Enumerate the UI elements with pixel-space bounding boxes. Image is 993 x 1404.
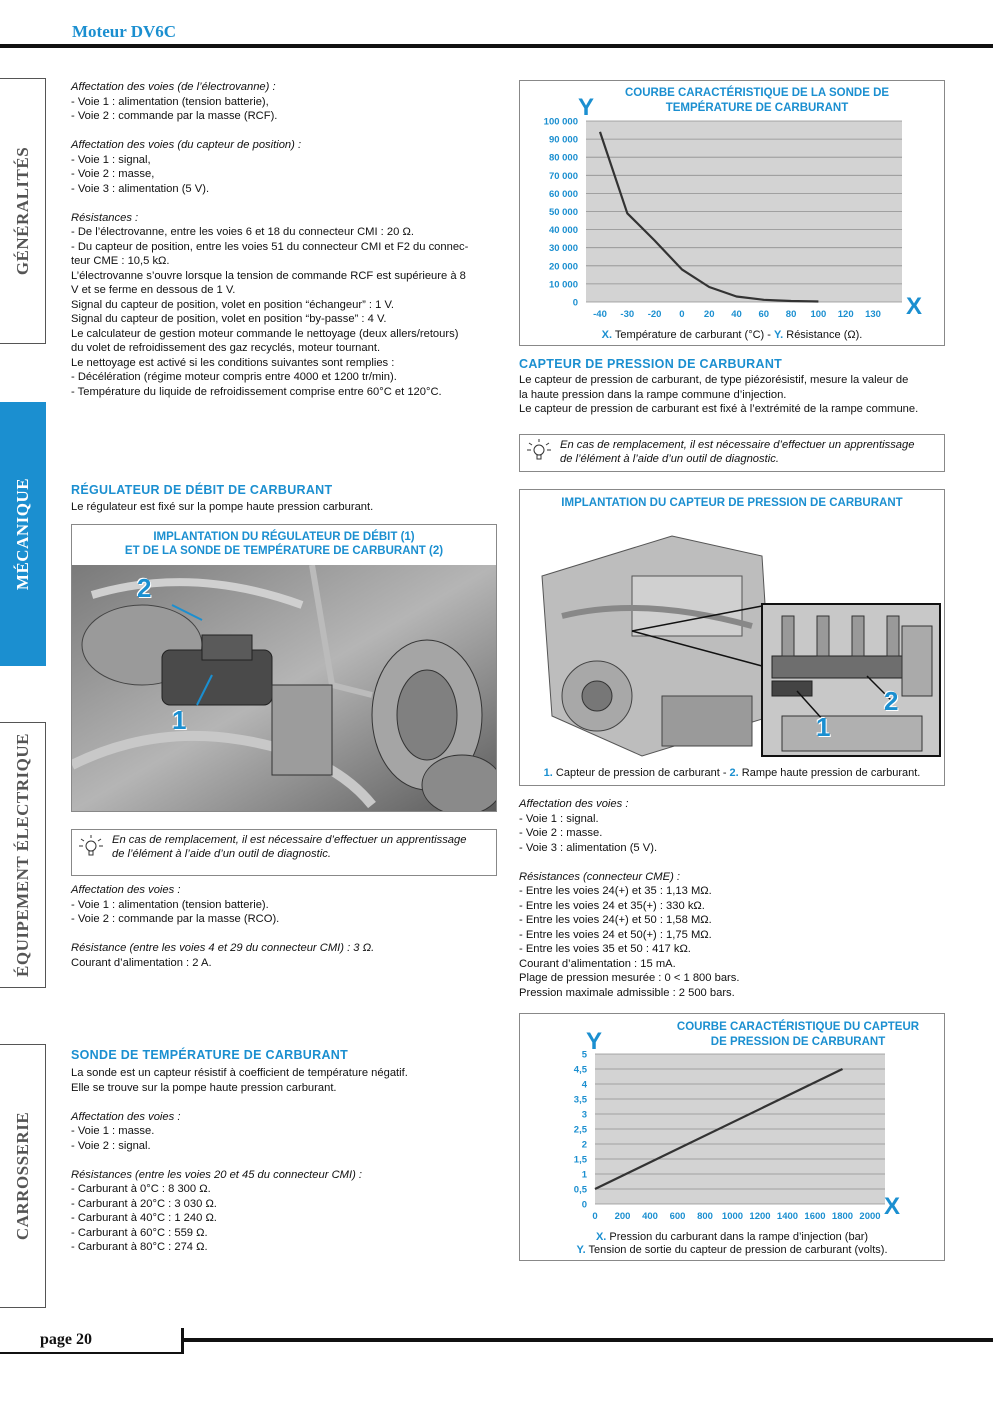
- y-axis-label: Y: [578, 94, 595, 121]
- y-tick-label: 70 000: [548, 170, 578, 182]
- text-line: Courant d’alimentation : 15 mA.: [519, 957, 676, 970]
- x-tick-label: 120: [837, 309, 854, 320]
- text-line: Résistance (entre les voies 4 et 29 du connecteur CMI) : 3 Ω.: [71, 942, 375, 954]
- engine-photo-regulateur: [72, 565, 496, 811]
- caption-key: X.: [601, 329, 613, 341]
- x-tick-label: 1600: [804, 1211, 826, 1222]
- page-number-box: [0, 1328, 184, 1354]
- y-tick-label: 80 000: [548, 152, 578, 164]
- y-tick-label: 40 000: [548, 225, 578, 237]
- side-tab-label: GÉNÉRALITÉS: [12, 146, 32, 276]
- x-axis-label: X: [884, 1193, 901, 1220]
- x-tick-label: 200: [614, 1211, 631, 1222]
- caption-text: Pression du carburant dans la rampe d’injection (bar): [606, 1231, 869, 1243]
- section-title-regulateur: RÉGULATEUR DE DÉBIT DE CARBURANT: [71, 483, 333, 497]
- caption-key: 2.: [729, 767, 739, 779]
- text-line: Le calculateur de gestion moteur commande le nettoyage (deux allers/retours): [71, 327, 459, 340]
- text-line: - Voie 3 : alimentation (5 V).: [519, 841, 658, 854]
- regulateur-body: [71, 883, 501, 970]
- x-tick-label: -20: [647, 309, 662, 320]
- text-line: Le nettoyage est activé si les conditions suivantes sont remplies :: [71, 356, 395, 369]
- x-tick-label: 20: [703, 309, 715, 320]
- y-tick-label: 20 000: [548, 261, 578, 273]
- text-line: Plage de pression mesurée : 0 < 1 800 bars.: [519, 972, 740, 984]
- y-tick-label: 3,5: [573, 1094, 587, 1106]
- document-title: Moteur DV6C: [72, 22, 177, 41]
- text-line: - Voie 1 : signal,: [71, 153, 151, 166]
- y-tick-label: 1: [581, 1169, 587, 1181]
- x-tick-label: 0: [592, 1211, 598, 1222]
- x-tick-label: 1000: [721, 1211, 744, 1222]
- text-line: - Voie 2 : signal.: [71, 1139, 151, 1152]
- text-line: - De l’électrovanne, entre les voies 6 et 18 du connecteur CMI : 20 Ω.: [71, 226, 414, 238]
- note-line-1: En cas de remplacement, il est nécessaire d’effectuer un apprentissage: [112, 834, 467, 846]
- chart-title-line: COURBE CARACTÉRISTIQUE DE LA SONDE DE: [624, 87, 890, 99]
- x-tick-label: 80: [785, 309, 797, 320]
- caption-text: Tension de sortie du capteur de pression de carburant (volts).: [585, 1244, 888, 1256]
- y-tick-label: 5: [581, 1049, 587, 1061]
- text-line: Résistances (entre les voies 20 et 45 du connecteur CMI) :: [71, 1168, 363, 1181]
- caption-key: Y.: [774, 329, 784, 341]
- text-line: Résistances (connecteur CME) :: [519, 870, 681, 883]
- text-line: - Entre les voies 24 et 50(+) : 1,75 MΩ.: [519, 928, 712, 941]
- text-line: - Voie 2 : masse.: [519, 827, 603, 839]
- note-line-2: de l’élément à l’aide d’un outil de diagnostic.: [560, 453, 779, 465]
- y-tick-label: 50 000: [548, 207, 578, 218]
- chart-pression: [520, 1014, 944, 1260]
- figure-caption: [520, 767, 944, 779]
- caption-key: Y.: [576, 1244, 586, 1256]
- text-line: - Carburant à 20°C : 3 030 Ω.: [71, 1197, 217, 1210]
- text-line: - Voie 2 : masse,: [71, 168, 155, 180]
- text-line: - Voie 1 : signal.: [519, 812, 599, 825]
- text-line: - Entre les voies 24(+) et 50 : 1,58 MΩ.: [519, 914, 712, 926]
- caption-text: Rampe haute pression de carburant.: [738, 767, 921, 779]
- text-line: - Carburant à 80°C : 274 Ω.: [71, 1241, 208, 1253]
- y-tick-label: 0: [572, 297, 578, 309]
- text-line: - Du capteur de position, entre les voies 51 du connecteur CMI et F2 du connec-: [71, 240, 469, 253]
- chart-title-line: TEMPÉRATURE DE CARBURANT: [665, 102, 849, 114]
- caption-key: 1.: [543, 767, 553, 779]
- text-line: La sonde est un capteur résistif à coefficient de température négatif.: [71, 1067, 408, 1079]
- side-tab-mecanique[interactable]: [0, 402, 46, 666]
- side-tab-carrosserie[interactable]: [0, 1044, 46, 1308]
- text-line: Signal du capteur de position, volet en position “échangeur” : 1 V.: [71, 298, 394, 311]
- text-line: - Voie 2 : commande par la masse (RCO).: [71, 913, 280, 925]
- blank-line: [519, 855, 949, 870]
- chart-caption: [576, 1244, 887, 1256]
- x-tick-label: 400: [642, 1211, 658, 1222]
- side-tab-generalites[interactable]: [0, 78, 46, 344]
- y-tick-label: 4: [581, 1079, 587, 1091]
- intro-text: [71, 80, 501, 399]
- y-tick-label: 0: [581, 1199, 587, 1211]
- header-rule: [0, 44, 993, 48]
- y-tick-label: 100 000: [543, 116, 578, 128]
- figure-regulateur: [71, 524, 497, 812]
- chart-caption: [602, 329, 863, 341]
- side-tab-equipement-electrique[interactable]: [0, 722, 46, 988]
- x-tick-label: 60: [758, 309, 770, 320]
- text-line: Courant d’alimentation : 2 A.: [71, 956, 212, 969]
- x-tick-label: 100: [810, 309, 827, 320]
- blank-line: [71, 124, 501, 139]
- text-line: - Voie 2 : commande par la masse (RCF).: [71, 110, 278, 122]
- text-line: - Voie 1 : alimentation (tension batterie),: [71, 95, 269, 108]
- side-tab-label: CARROSSERIE: [12, 1111, 32, 1241]
- text-line: Affectation des voies (du capteur de position) :: [71, 139, 302, 151]
- y-tick-label: 1,5: [573, 1154, 587, 1166]
- chart-title-line: COURBE CARACTÉRISTIQUE DU CAPTEUR: [676, 1021, 920, 1033]
- figure-title-line1: IMPLANTATION DU RÉGULATEUR DE DÉBIT (1): [153, 531, 415, 543]
- chart-pression-box: [519, 1013, 945, 1261]
- capteur-intro: [519, 373, 959, 417]
- caption-text: Résistance (Ω).: [783, 329, 863, 341]
- x-axis-label: X: [906, 293, 923, 320]
- side-tab-label: ÉQUIPEMENT ÉLECTRIQUE: [12, 733, 32, 977]
- y-tick-label: 30 000: [548, 243, 578, 255]
- text-line: - Voie 1 : alimentation (tension batterie).: [71, 898, 269, 911]
- chart-caption: [596, 1231, 868, 1243]
- caption-text: Capteur de pression de carburant -: [552, 767, 730, 779]
- side-tab-label: MÉCANIQUE: [12, 477, 32, 591]
- text-line: teur CME : 10,5 kΩ.: [71, 255, 170, 267]
- y-tick-label: 10 000: [548, 279, 578, 291]
- note-line-2: de l’élément à l’aide d’un outil de diagnostic.: [112, 848, 331, 860]
- x-tick-label: 1200: [749, 1211, 771, 1222]
- y-tick-label: 4,5: [573, 1064, 587, 1076]
- regulateur-intro: Le régulateur est fixé sur la pompe haute pression carburant.: [71, 501, 374, 513]
- section-title-capteur: CAPTEUR DE PRESSION DE CARBURANT: [519, 357, 783, 371]
- y-tick-label: 3: [581, 1109, 587, 1121]
- chart-title-line: DE PRESSION DE CARBURANT: [710, 1036, 886, 1048]
- x-tick-label: 800: [697, 1211, 713, 1222]
- text-line: Résistances :: [71, 211, 139, 224]
- callout-1: 1: [816, 712, 831, 742]
- text-line: - Carburant à 60°C : 559 Ω.: [71, 1226, 208, 1239]
- caption-text: Température de carburant (°C) -: [612, 329, 775, 341]
- text-line: - Voie 3 : alimentation (5 V).: [71, 182, 210, 195]
- y-tick-label: 90 000: [548, 134, 578, 146]
- text-line: - Voie 1 : masse.: [71, 1125, 155, 1137]
- caption-key: X.: [595, 1231, 607, 1243]
- x-tick-label: 1800: [831, 1211, 854, 1222]
- text-line: - Décélération (régime moteur compris entre 4000 et 1200 tr/min).: [71, 371, 397, 383]
- text-line: Affectation des voies :: [71, 1110, 181, 1123]
- callout-1: 1: [172, 705, 187, 735]
- text-line: Elle se trouve sur la pompe haute pression carburant.: [71, 1081, 337, 1094]
- note-line-1: En cas de remplacement, il est nécessaire d’effectuer un apprentissage: [560, 439, 915, 451]
- capteur-line: Le capteur de pression de carburant, de type piézorésistif, mesure la valeur de: [519, 374, 909, 386]
- x-tick-label: 40: [731, 309, 742, 320]
- text-line: - Carburant à 40°C : 1 240 Ω.: [71, 1212, 217, 1224]
- capteur-body: [519, 797, 949, 1000]
- figure-title-line2: ET DE LA SONDE DE TEMPÉRATURE DE CARBURANT (2): [124, 545, 444, 557]
- text-line: - Carburant à 0°C : 8 300 Ω.: [71, 1183, 211, 1195]
- x-tick-label: -30: [620, 309, 635, 320]
- text-line: Affectation des voies :: [519, 798, 629, 810]
- x-tick-label: 1400: [776, 1211, 799, 1222]
- text-line: Signal du capteur de position, volet en position “by-passe” : 4 V.: [71, 313, 387, 325]
- y-axis-label: Y: [586, 1028, 603, 1055]
- blank-line: [71, 196, 501, 211]
- x-tick-label: 600: [669, 1211, 686, 1222]
- y-tick-label: 2: [581, 1139, 587, 1151]
- lightbulb-icon: [526, 438, 552, 464]
- callout-2: 2: [137, 573, 152, 603]
- text-line: - Température du liquide de refroidissement comprise entre 60°C et 120°C.: [71, 385, 442, 398]
- text-line: - Entre les voies 35 et 50 : 417 kΩ.: [519, 943, 691, 955]
- capteur-line: la haute pression dans la rampe commune d’injection.: [519, 388, 787, 401]
- y-tick-label: 0,5: [573, 1184, 587, 1196]
- text-line: V et se ferme en dessous de 1 V.: [71, 284, 236, 296]
- text-line: - Entre les voies 24 et 35(+) : 330 kΩ.: [519, 899, 705, 912]
- text-line: du volet de refroidissement des gaz recyclés, moteur tournant.: [71, 342, 381, 354]
- blank-line: [71, 927, 501, 942]
- section-title-sonde: SONDE DE TEMPÉRATURE DE CARBURANT: [71, 1048, 349, 1062]
- figure-title: IMPLANTATION DU CAPTEUR DE PRESSION DE CARBURANT: [561, 497, 903, 509]
- engine-photo-capteur: [522, 516, 942, 762]
- text-line: Affectation des voies (de l’électrovanne) :: [71, 81, 276, 93]
- text-line: Affectation des voies :: [71, 884, 181, 896]
- blank-line: [71, 1153, 501, 1168]
- y-tick-label: 60 000: [548, 188, 578, 200]
- text-line: L’électrovanne s’ouvre lorsque la tension de commande RCF est supérieure à 8: [71, 269, 466, 282]
- text-line: Pression maximale admissible : 2 500 bars.: [519, 986, 735, 999]
- blank-line: [71, 1095, 501, 1110]
- sonde-body: [71, 1066, 501, 1255]
- x-tick-label: 2000: [859, 1211, 881, 1222]
- capteur-line: Le capteur de pression de carburant est fixé à l’extrémité de la rampe commune.: [519, 403, 919, 415]
- x-tick-label: 0: [679, 309, 685, 320]
- chart-temperature-box: [519, 80, 945, 346]
- callout-2: 2: [884, 686, 899, 716]
- note-regulateur: [71, 829, 497, 876]
- y-tick-label: 2,5: [573, 1124, 587, 1136]
- note-capteur: [519, 434, 945, 472]
- chart-temperature: [520, 81, 944, 345]
- page-number: page 20: [40, 1331, 92, 1348]
- x-tick-label: -40: [593, 309, 607, 320]
- x-tick-label: 130: [865, 309, 881, 320]
- text-line: - Entre les voies 24(+) et 35 : 1,13 MΩ.: [519, 885, 712, 897]
- lightbulb-icon: [78, 834, 104, 860]
- figure-capteur: [519, 489, 945, 786]
